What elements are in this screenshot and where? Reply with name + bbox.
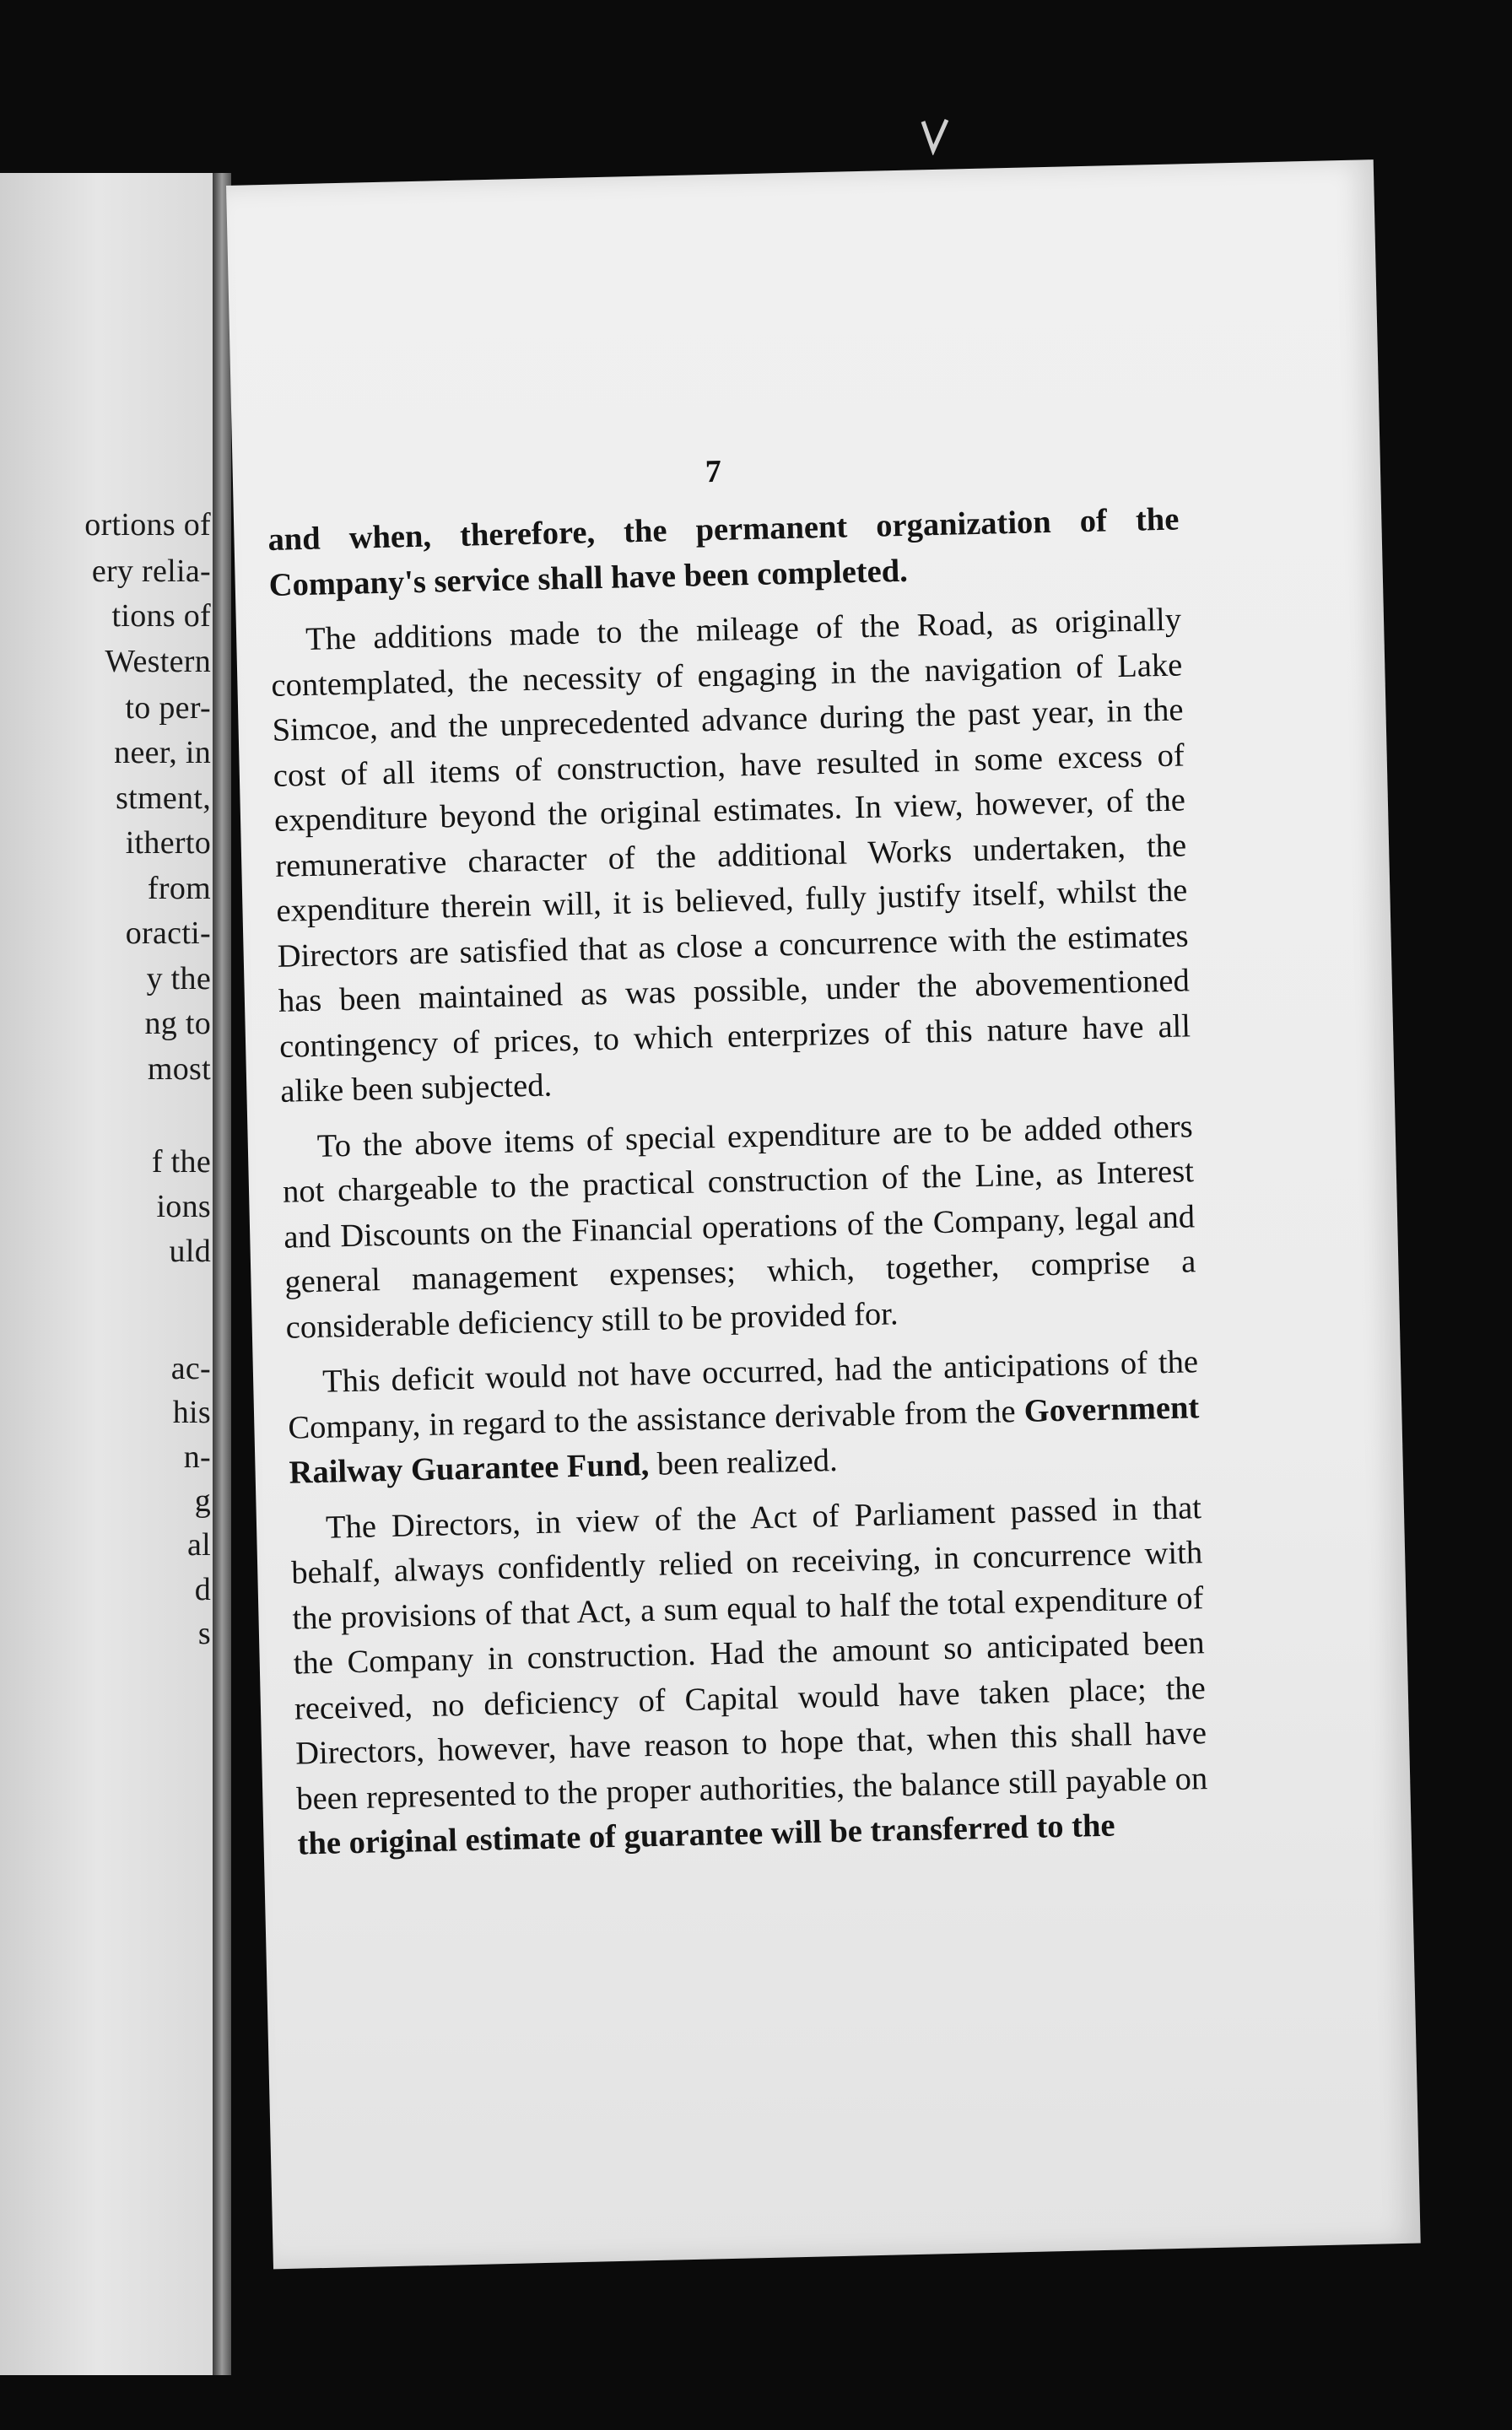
paragraph: The Directors, in view of the Act of Parliament passed in that behalf, always confidently relied on receiving, in concurrence with the provisions of that Act, a sum equal to half the total expenditure of the Company in construction. Had the amount so anticipated been received, no deficiency of Capital would have taken place; the Directors, however, have reason to hope that, when this shall have been represented to the proper authorities, the balance still payable on the original estimate of guarantee will be transferred to the [290,1489,1208,1862]
paragraph: The additions made to the mileage of the Road, as originally contemplated, the necessity of engaging in the navigation of Lake Simcoe, and the unprecedented advance during the past year, in the cost of all items of construction, have resulted in some excess of expenditure beyond the original estimates. In view, however, of the remunerative character of the additional Works undertaken, the expenditure therein will, it is believed, fully justify itself, whilst the Directors are satisfied that as close a concurrence with the estimates has been maintained as was possible, under the abovementioned contingency of prices, to which enterprizes of this nature have all alike been subjected. [270,602,1191,1110]
book-gutter [213,173,231,2375]
left-fragment: to per- [125,690,211,726]
page-number: 7 [705,453,722,490]
left-fragment: Western [105,644,211,679]
left-fragment: from [147,871,211,906]
left-page [0,173,218,2375]
left-fragment: most [147,1051,211,1087]
left-fragment: tions of [111,598,211,634]
margin-tick-mark [920,116,952,155]
left-fragment: n- [183,1439,211,1475]
left-fragment: neer, in [114,735,211,770]
left-fragment: itherto [125,825,211,861]
left-fragment: al [186,1527,211,1563]
left-fragment: oracti- [125,915,211,951]
left-fragment: stment, [116,780,211,816]
left-fragment: ortions of [84,507,211,543]
left-fragment: y the [146,961,211,996]
right-page [226,159,1421,2269]
paragraph: This deficit would not have occurred, had the anticipations of the Company, in regard to the assistance derivable from the Government Railway Guarantee Fund, been realized. [287,1344,1200,1491]
left-fragment: d [194,1572,211,1607]
left-fragment: ery relia- [91,554,211,589]
left-fragment: uld [169,1234,211,1269]
left-fragment: his [172,1395,211,1430]
left-fragment: ions [156,1189,211,1224]
left-fragment: f the [151,1144,211,1180]
paragraph: To the above items of special expenditure are to be added others not chargeable to the practical construction of the Line, as Interest and Discounts on the Financial operations of the Company, legal and general management expenses; which, together, comprise a considerable deficiency still to be provided for. [282,1108,1196,1346]
left-fragment: ng to [144,1006,211,1041]
left-fragment: g [194,1483,211,1519]
left-fragment: ac- [170,1351,211,1386]
page-body [267,497,1209,1877]
paragraph-continued: and when, therefore, the permanent organization of the Company's service shall have been completed. [267,501,1180,603]
left-fragment: s [197,1616,211,1651]
